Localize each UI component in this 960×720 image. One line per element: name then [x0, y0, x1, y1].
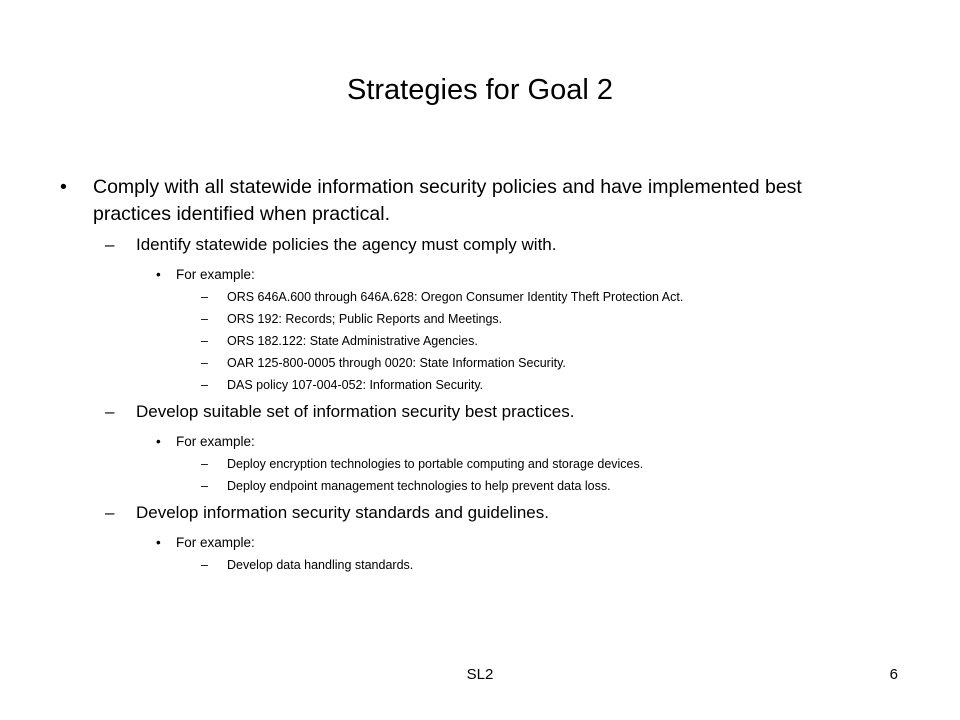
- dash-marker: –: [201, 290, 208, 304]
- list-item: [60, 557, 880, 574]
- sub-bullet-standards: [60, 502, 880, 524]
- list-item: [60, 311, 880, 328]
- bullet-marker: •: [156, 267, 161, 282]
- list-item-text: Deploy endpoint management technologies to help prevent data loss.: [227, 479, 611, 493]
- sub-bullet-text: Identify statewide policies the agency must comply with.: [136, 235, 557, 254]
- dash-marker: –: [105, 402, 115, 421]
- dash-marker: –: [201, 334, 208, 348]
- sub-bullet-practices: [60, 401, 880, 423]
- slide-body: [60, 174, 880, 579]
- sub-bullet-text: Develop suitable set of information security best practices.: [136, 402, 575, 421]
- main-bullet-text: Comply with all statewide information security policies and have implemented best practices identified when practical.: [93, 176, 802, 225]
- dash-marker: –: [201, 479, 208, 493]
- list-item-text: DAS policy 107-004-052: Information Security.: [227, 378, 484, 392]
- dash-marker: –: [201, 356, 208, 370]
- list-item-text: ORS 182.122: State Administrative Agencies.: [227, 334, 478, 348]
- footer-label: SL2: [466, 666, 494, 683]
- list-item: [60, 333, 880, 350]
- list-item: [60, 478, 880, 495]
- example-label-text: For example:: [176, 434, 255, 449]
- sub-bullet-text: Develop information security standards and guidelines.: [136, 503, 549, 522]
- list-item-text: Deploy encryption technologies to portable computing and storage devices.: [227, 457, 644, 471]
- main-bullet: [60, 174, 880, 228]
- example-label-text: For example:: [176, 267, 255, 282]
- list-item-text: OAR 125-800-0005 through 0020: State Information Security.: [227, 356, 566, 370]
- example-label: [60, 266, 880, 284]
- list-item: [60, 289, 880, 306]
- dash-marker: –: [201, 312, 208, 326]
- bullet-marker: •: [156, 535, 161, 550]
- list-item-text: Develop data handling standards.: [227, 558, 414, 572]
- dash-marker: –: [201, 457, 208, 471]
- dash-marker: –: [201, 558, 208, 572]
- list-item-text: ORS 646A.600 through 646A.628: Oregon Consumer Identity Theft Protection Act.: [227, 290, 684, 304]
- example-label-text: For example:: [176, 535, 255, 550]
- list-item: [60, 377, 880, 394]
- dash-marker: –: [105, 503, 115, 522]
- dash-marker: –: [201, 378, 208, 392]
- example-label: [60, 534, 880, 552]
- list-item: [60, 355, 880, 372]
- bullet-marker: •: [156, 434, 161, 449]
- example-label: [60, 433, 880, 451]
- sub-bullet-identify: [60, 234, 880, 256]
- slide-title: Strategies for Goal 2: [347, 74, 613, 106]
- bullet-marker: •: [60, 176, 67, 198]
- dash-marker: –: [105, 235, 115, 254]
- list-item-text: ORS 192: Records; Public Reports and Meetings.: [227, 312, 503, 326]
- list-item: [60, 456, 880, 473]
- page-number: 6: [889, 666, 898, 683]
